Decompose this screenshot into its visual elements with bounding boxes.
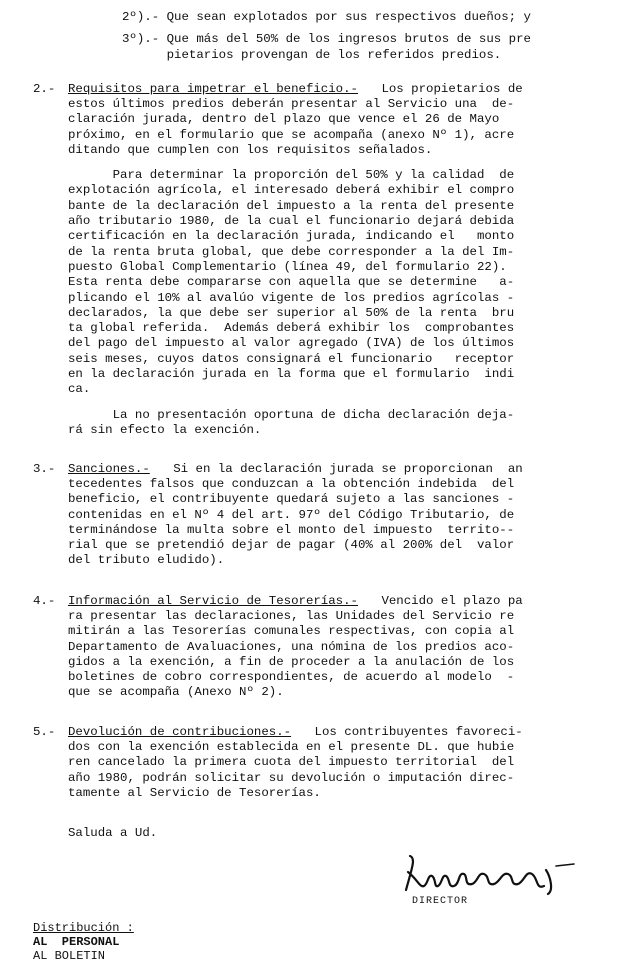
section-number: 2.-: [33, 82, 56, 96]
section-text-line: próximo, en el formulario que se acompaña (anexo Nº 1), acre: [68, 127, 515, 142]
section-text-line: Para determinar la proporción del 50% y la calidad de: [68, 168, 515, 183]
section-text-line: Esta renta debe compararse con aquella que se determine a-: [68, 275, 515, 290]
section-body: [68, 477, 613, 569]
section-text-line: mitirán a las Tesorerías comunales respectivas, con copia al: [68, 624, 515, 639]
intro-list: [122, 10, 531, 63]
handwritten-signature: [398, 850, 578, 900]
section-text-line: gidos a la exención, a fin de proceder a la anulación de los: [68, 654, 515, 669]
section-heading-line: [68, 594, 523, 609]
section-text-line: año tributario 1980, de la cual el funcionario dejará debida: [68, 214, 515, 229]
section-heading: Devolución de contribuciones.-: [68, 725, 292, 739]
section-text-line: explotación agrícola, el interesado deberá exhibir el compro: [68, 183, 515, 198]
section-text-line: de la renta bruta global, que debe corresponder a la del Im-: [68, 244, 515, 259]
section-number: 3.-: [33, 462, 56, 476]
section-body: [68, 609, 613, 701]
section-number: 5.-: [33, 725, 56, 739]
section-text-line: ren cancelado la primera cuota del impuesto territorial del: [68, 755, 515, 770]
section-text-line: rial que se pretendió dejar de pagar (40% al 200% del valor: [68, 538, 515, 553]
section-text-line: del tributo eludido).: [68, 553, 225, 568]
section-text-line: Departamento de Avaluaciones, una nómina de los predios aco-: [68, 639, 515, 654]
section-text-line: tamente al Servicio de Tesorerías.: [68, 785, 321, 800]
section-text-line: dos con la exención establecida en el presente DL. que hubie: [68, 740, 515, 754]
section-heading: Requisitos para impetrar el beneficio.-: [68, 82, 358, 96]
section-text-line: boletines de cobro correspondientes, de acuerdo al modelo -: [68, 670, 515, 685]
section-heading-line: [68, 462, 523, 477]
section-text-line: La no presentación oportuna de dicha declaración deja-: [68, 407, 515, 422]
section-heading-line: [68, 725, 523, 740]
section-text-line: contenidas en el Nº 4 del art. 97º del Código Tributario, de: [68, 507, 515, 522]
section-text-line: bante de la declaración del impuesto a la renta del presente: [68, 198, 515, 213]
section-text-line: ta global referida. Además deberá exhibir los comprobantes: [68, 321, 515, 336]
section-text-line: declarados, la que debe ser superior al 50% de la renta bru: [68, 305, 515, 320]
signature-title: DIRECTOR: [412, 896, 469, 907]
section-text-line: [68, 398, 613, 408]
intro-line: 2º).- Que sean explotados por sus respectivos dueños; y: [122, 10, 531, 24]
section-text-line: tecedentes falsos que conduzcan a la obtención indebida del: [68, 477, 515, 491]
intro-line: 3º).- Que más del 50% de los ingresos brutos de sus pre: [122, 32, 531, 47]
section-text-line: claración jurada, dentro del plazo que vence el 26 de Mayo: [68, 112, 500, 127]
section-text-line: Si en la declaración jurada se proporcionan an: [173, 462, 523, 476]
section-body: [68, 740, 613, 801]
section-text-line: ca.: [68, 382, 91, 397]
closing-salutation: Saluda a Ud.: [68, 826, 158, 840]
section-text-line: ditando que cumplen con los requisitos señalados.: [68, 142, 433, 157]
section-heading-line: [68, 82, 523, 97]
section-text-line: estos últimos predios deberán presentar al Servicio una de-: [68, 97, 515, 111]
section-text-line: certificación en la declaración jurada, indicando el monto: [68, 229, 515, 244]
section-text-line: plicando el 10% al avalúo vigente de los predios agrícolas -: [68, 290, 515, 305]
section-text-line: del pago del impuesto al valor agregado (IVA) de los últimos: [68, 336, 515, 351]
section-text-line: en la declaración jurada en la forma que el formulario indi: [68, 367, 515, 382]
section-text-line: terminándose la multa sobre el monto del impuesto territo--: [68, 522, 515, 537]
section-text-line: ra presentar las declaraciones, las Unidades del Servicio re: [68, 609, 515, 623]
section-text-line: Los contribuyentes favoreci-: [314, 725, 523, 739]
distribution-item: AL BOLETIN: [33, 949, 106, 963]
section-heading: Sanciones.-: [68, 462, 150, 476]
section-text-line: año 1980, podrán solicitar su devolución o imputación direc-: [68, 770, 515, 785]
section-text-line: puesto Global Complementario (línea 49, del formulario 22).: [68, 259, 507, 274]
section-body: [68, 97, 613, 438]
distribution-block: [33, 921, 134, 963]
section-text-line: [68, 158, 613, 168]
intro-line: pietarios provengan de los referidos predios.: [122, 47, 502, 62]
section-text-line: Los propietarios de: [381, 82, 523, 96]
section-text-line: seis meses, cuyos datos consignará el funcionario receptor: [68, 351, 515, 366]
section-heading: Información al Servicio de Tesorerías.-: [68, 594, 358, 608]
section-text-line: beneficio, el contribuyente quedará sujeto a las sanciones -: [68, 492, 515, 507]
distribution-title: Distribución :: [33, 921, 134, 935]
section-number: 4.-: [33, 594, 56, 608]
distribution-item: AL PERSONAL: [33, 935, 120, 949]
section-text-line: que se acompaña (Anexo Nº 2).: [68, 685, 284, 700]
section-text-line: rá sin efecto la exención.: [68, 422, 262, 437]
section-text-line: Vencido el plazo pa: [381, 594, 523, 608]
